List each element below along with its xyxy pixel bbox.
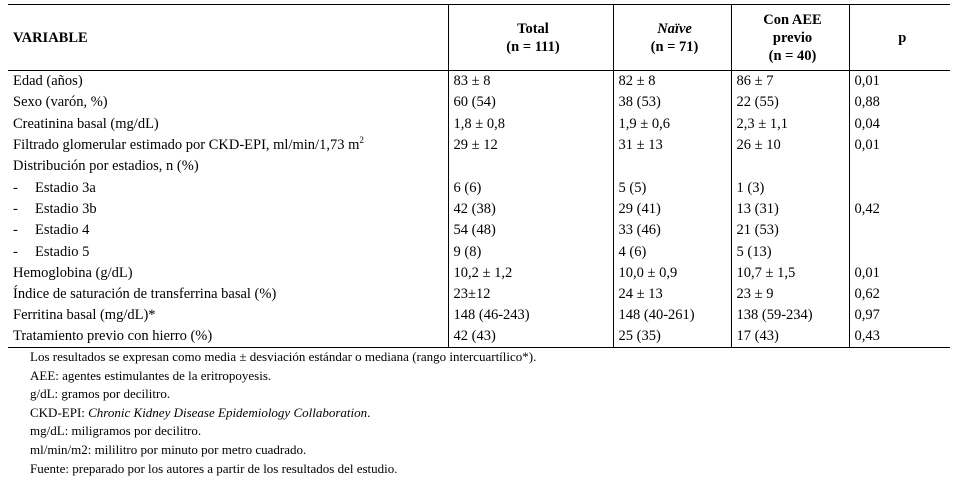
cell-p: 0,01 bbox=[854, 73, 880, 90]
cell-con-aee bbox=[731, 156, 849, 177]
cell-total bbox=[448, 156, 613, 177]
cell-p: 0,62 bbox=[854, 286, 880, 303]
cell-naive: 29 (41) bbox=[613, 198, 731, 219]
cell-variable: Tratamiento previo con hierro (%) bbox=[8, 326, 448, 347]
cell-naive: 4 (6) bbox=[613, 241, 731, 262]
cell-p: 0,01 bbox=[854, 137, 880, 154]
cell-total: 42 (38) bbox=[448, 198, 613, 219]
footnote: Fuente: preparado por los autores a partir de los resultados del estudio. bbox=[30, 460, 398, 476]
cell-naive: 38 (53) bbox=[613, 92, 731, 113]
footnote: mg/dL: miligramos por decilitro. bbox=[30, 423, 202, 439]
table-row bbox=[8, 241, 950, 262]
table-row bbox=[8, 156, 950, 177]
cell-variable: Distribución por estadios, n (%) bbox=[8, 156, 448, 177]
cell-naive: 10,0 ± 0,9 bbox=[613, 262, 731, 283]
cell-total: 83 ± 8 bbox=[448, 71, 613, 92]
cell-total: 1,8 ± 0,8 bbox=[448, 113, 613, 134]
table-row bbox=[8, 305, 950, 326]
cell-p: 0,88 bbox=[854, 94, 880, 111]
cell-naive: 5 (5) bbox=[613, 177, 731, 198]
cell-total: 23±12 bbox=[448, 283, 613, 304]
cell-con-aee: 17 (43) bbox=[731, 326, 849, 347]
header-variable: VARIABLE bbox=[8, 5, 448, 71]
cell-variable: Edad (años) bbox=[8, 71, 448, 92]
cell-total: 60 (54) bbox=[448, 92, 613, 113]
table-row bbox=[8, 177, 950, 198]
table-row bbox=[8, 71, 950, 92]
cell-naive: 25 (35) bbox=[613, 326, 731, 347]
cell-total: 29 ± 12 bbox=[448, 134, 613, 155]
cell-variable: Sexo (varón, %) bbox=[8, 92, 448, 113]
cell-con-aee: 22 (55) bbox=[731, 92, 849, 113]
cell-p bbox=[849, 220, 950, 241]
cell-p: 0,42 bbox=[854, 200, 880, 217]
header-naive: Naïve (n = 71) bbox=[613, 5, 731, 71]
table-row bbox=[8, 326, 950, 347]
cell-total: 54 (48) bbox=[448, 220, 613, 241]
cell-variable: Ferritina basal (mg/dL)* bbox=[8, 305, 448, 326]
table-row bbox=[8, 198, 950, 219]
cell-variable: - Estadio 3a bbox=[8, 177, 448, 198]
cell-con-aee: 26 ± 10 bbox=[731, 134, 849, 155]
footnote: ml/min/m2: mililitro por minuto por metro cuadrado. bbox=[30, 441, 307, 457]
table-row bbox=[8, 113, 950, 134]
cell-variable: Hemoglobina (g/dL) bbox=[8, 262, 448, 283]
cell-con-aee: 23 ± 9 bbox=[731, 283, 849, 304]
cell-con-aee: 5 (13) bbox=[731, 241, 849, 262]
footnote: g/dL: gramos por decilitro. bbox=[30, 386, 171, 402]
cell-total: 10,2 ± 1,2 bbox=[448, 262, 613, 283]
table-footnotes bbox=[30, 348, 536, 478]
header-p: p bbox=[849, 5, 950, 71]
cell-naive: 33 (46) bbox=[613, 220, 731, 241]
header-con-aee: Con AEE previo (n = 40) bbox=[731, 5, 849, 71]
cell-con-aee: 13 (31) bbox=[731, 198, 849, 219]
table-row bbox=[8, 134, 950, 155]
cell-naive: 82 ± 8 bbox=[613, 71, 731, 92]
table-row bbox=[8, 283, 950, 304]
footnote: CKD-EPI: Chronic Kidney Disease Epidemiology Collaboration. bbox=[30, 404, 371, 420]
footnote: Los resultados se expresan como media ± desviación estándar o mediana (rango intercuartílico*). bbox=[30, 349, 537, 364]
cell-total: 148 (46-243) bbox=[448, 305, 613, 326]
table-row bbox=[8, 92, 950, 113]
cell-p bbox=[849, 156, 950, 177]
cell-variable: Creatinina basal (mg/dL) bbox=[8, 113, 448, 134]
cell-variable: - Estadio 3b bbox=[8, 198, 448, 219]
cell-p: 0,43 bbox=[849, 326, 950, 347]
cell-naive: 31 ± 13 bbox=[613, 134, 731, 155]
cell-p: 0,04 bbox=[854, 115, 880, 132]
cell-naive: 24 ± 13 bbox=[613, 283, 731, 304]
cell-variable: Filtrado glomerular estimado por CKD-EPI, ml/min/1,73 $m^2$ bbox=[8, 134, 448, 155]
cell-variable: Índice de saturación de transferrina basal (%) bbox=[8, 283, 448, 304]
cell-p bbox=[849, 241, 950, 262]
cell-con-aee: 1 (3) bbox=[731, 177, 849, 198]
cell-con-aee: 138 (59-234) bbox=[731, 305, 849, 326]
cell-p bbox=[849, 177, 950, 198]
cell-con-aee: 21 (53) bbox=[731, 220, 849, 241]
results-table bbox=[8, 4, 950, 348]
table-row bbox=[8, 262, 950, 283]
cell-total: 9 (8) bbox=[448, 241, 613, 262]
cell-con-aee: 86 ± 7 bbox=[731, 71, 849, 92]
footnote: AEE: agentes estimulantes de la eritropoyesis. bbox=[30, 367, 272, 383]
header-total: Total (n = 111) bbox=[448, 5, 613, 71]
cell-naive: 1,9 ± 0,6 bbox=[613, 113, 731, 134]
cell-p: 0,97 bbox=[854, 307, 880, 324]
cell-naive: 148 (40-261) bbox=[613, 305, 731, 326]
cell-total: 6 (6) bbox=[448, 177, 613, 198]
cell-variable: - Estadio 4 bbox=[8, 220, 448, 241]
cell-con-aee: 2,3 ± 1,1 bbox=[731, 113, 849, 134]
table-header bbox=[8, 5, 950, 71]
table-body bbox=[8, 71, 950, 348]
cell-con-aee: 10,7 ± 1,5 bbox=[731, 262, 849, 283]
cell-naive bbox=[613, 156, 731, 177]
table-row bbox=[8, 220, 950, 241]
cell-variable: - Estadio 5 bbox=[8, 241, 448, 262]
cell-total: 42 (43) bbox=[448, 326, 613, 347]
cell-p: 0,01 bbox=[854, 264, 880, 281]
